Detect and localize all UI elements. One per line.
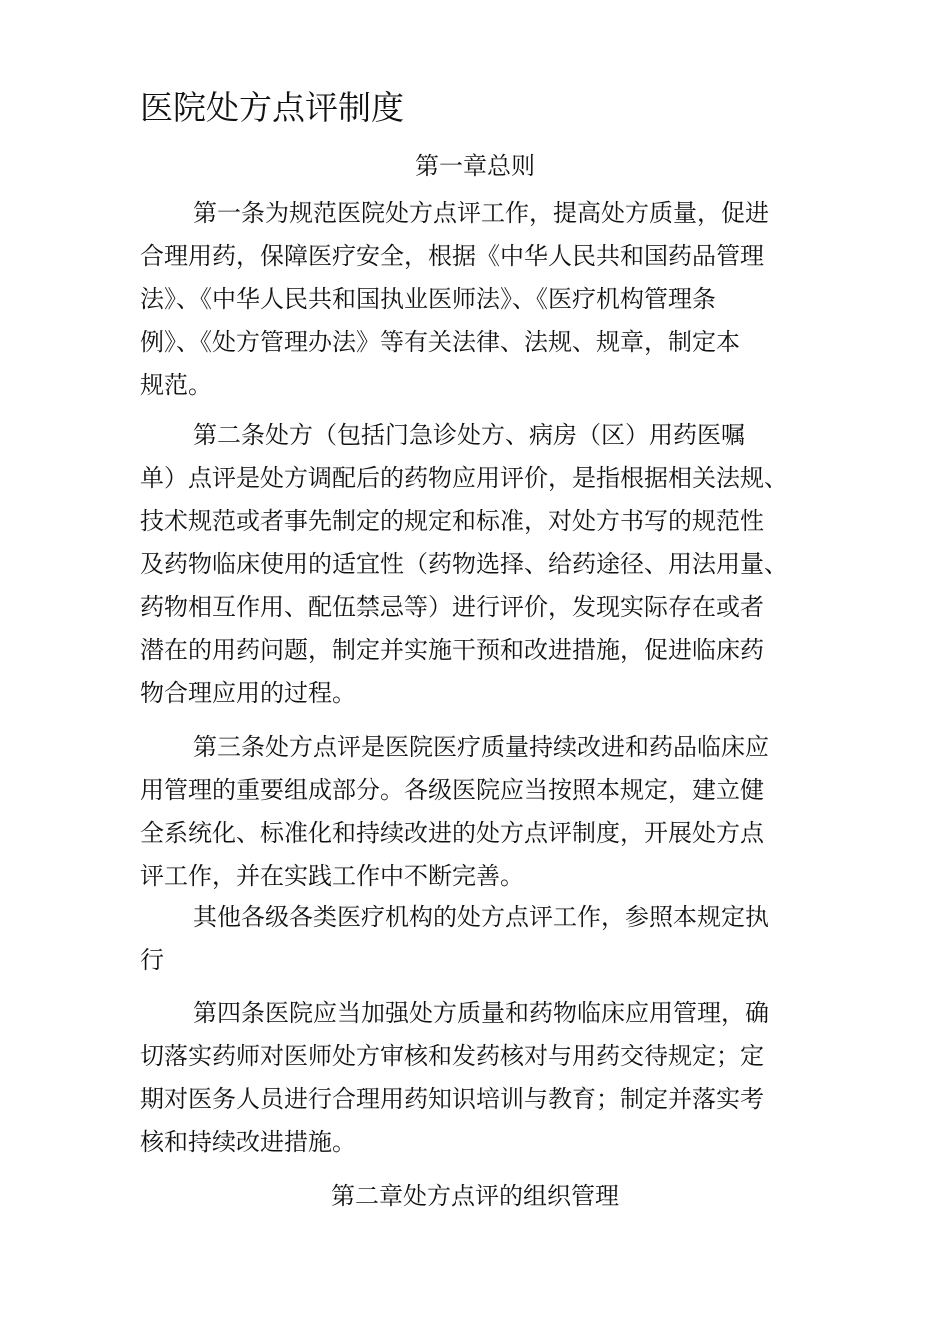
other-institutions-paragraph [140,896,769,982]
article-2-paragraph [140,414,788,715]
paragraph-line: 例》、《处方管理办法》等有关法律、法规、规章，制定本 [140,328,740,356]
paragraph-line: 切落实药师对医师处方审核和发药核对与用药交待规定；定 [140,1042,764,1070]
paragraph-line: 药物相互作用、配伍禁忌等）进行评价，发现实际存在或者 [140,593,764,621]
paragraph-line: 行 [140,946,164,974]
article-4-paragraph [140,992,769,1164]
article-1-paragraph [140,192,769,407]
paragraph-line: 规范。 [140,371,212,399]
chapter-heading-2: 第二章处方点评的组织管理 [331,1182,619,1210]
paragraph-line: 核和持续改进措施。 [140,1128,356,1156]
paragraph-line: 全系统化、标准化和持续改进的处方点评制度，开展处方点 [140,819,764,847]
paragraph-line: 单）点评是处方调配后的药物应用评价，是指根据相关法规、 [140,464,788,492]
paragraph-line: 其他各级各类医疗机构的处方点评工作，参照本规定执 [193,903,769,931]
paragraph-line: 物合理应用的过程。 [140,679,356,707]
paragraph-line: 第四条医院应当加强处方质量和药物临床应用管理，确 [193,999,769,1027]
paragraph-line: 第一条为规范医院处方点评工作，提高处方质量，促进 [193,199,769,227]
document-title: 医院处方点评制度 [140,88,404,127]
paragraph-line: 及药物临床使用的适宜性（药物选择、给药途径、用法用量、 [140,550,788,578]
paragraph-line: 合理用药，保障医疗安全，根据《中华人民共和国药品管理 [140,242,764,270]
paragraph-line: 技术规范或者事先制定的规定和标准，对处方书写的规范性 [140,507,764,535]
paragraph-line: 第二条处方（包括门急诊处方、病房（区）用药医嘱 [193,421,745,449]
paragraph-line: 潜在的用药问题，制定并实施干预和改进措施，促进临床药 [140,636,764,664]
paragraph-line: 评工作，并在实践工作中不断完善。 [140,862,524,890]
paragraph-line: 第三条处方点评是医院医疗质量持续改进和药品临床应 [193,733,769,761]
article-3-paragraph [140,726,769,898]
paragraph-line: 用管理的重要组成部分。各级医院应当按照本规定，建立健 [140,776,764,804]
paragraph-line: 法》、《中华人民共和国执业医师法》、《医疗机构管理条 [140,285,716,313]
paragraph-line: 期对医务人员进行合理用药知识培训与教育；制定并落实考 [140,1085,764,1113]
chapter-heading-1: 第一章总则 [415,152,535,180]
